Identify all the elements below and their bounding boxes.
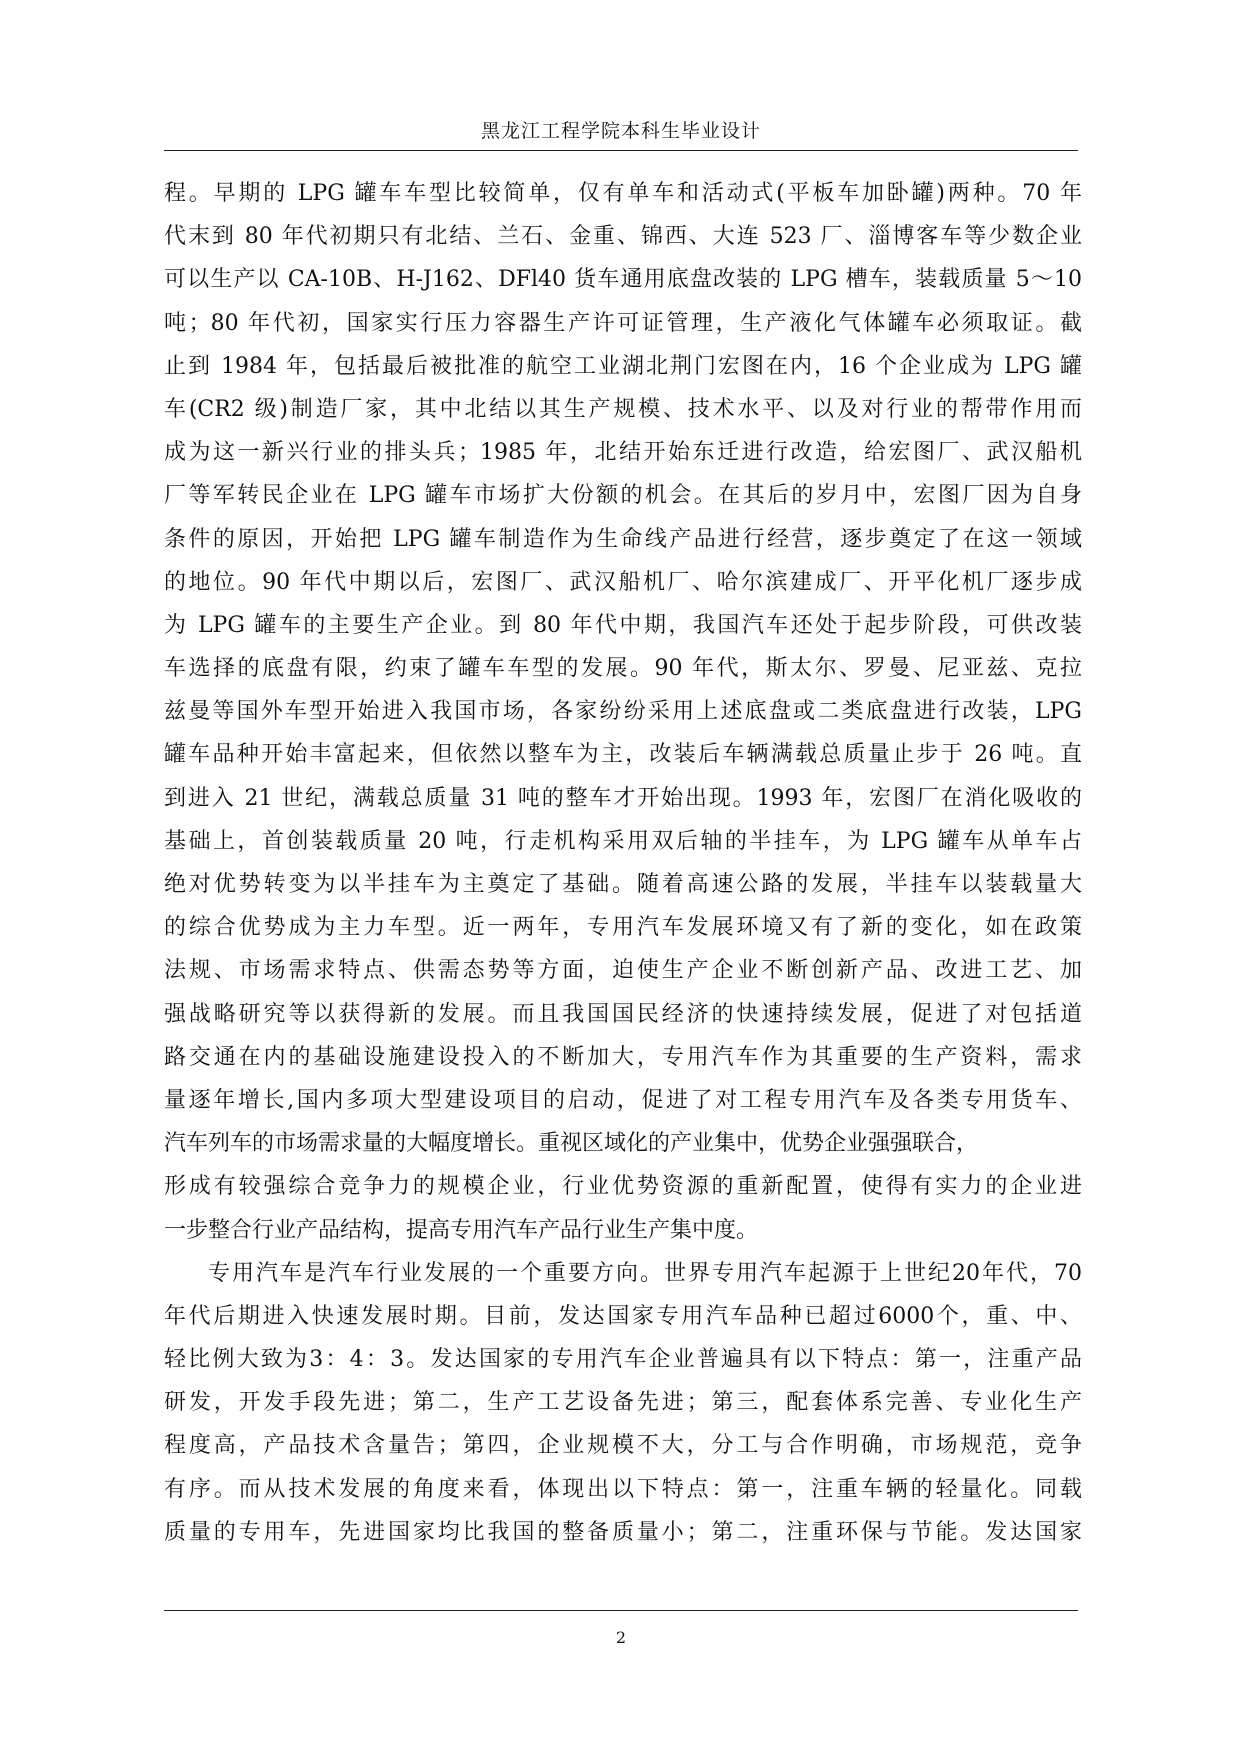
text-line: 可以生产以 CA-10B、H-J162、DFl40 货车通用底盘改装的 LPG 槽车，装载质量 5～10 — [164, 267, 1082, 293]
text-line: 罐车品种开始丰富起来，但依然以整车为主，改装后车辆满载总质量止步于 26 吨。直 — [164, 742, 1082, 768]
text-line: 专用汽车是汽车行业发展的一个重要方向。世界专用汽车起源于上世纪20年代，70 — [208, 1260, 1082, 1286]
text-line: 为 LPG 罐车的主要生产企业。到 80 年代中期，我国汽车还处于起步阶段，可供改装 — [164, 612, 1082, 638]
text-line: 研发，开发手段先进；第二，生产工艺设备先进；第三，配套体系完善、专业化生产 — [164, 1390, 1082, 1416]
text-line: 轻比例大致为3：4：3。发达国家的专用汽车企业普遍具有以下特点：第一，注重产品 — [164, 1347, 1082, 1373]
page-header-title: 黑龙江工程学院本科生毕业设计 — [480, 120, 761, 142]
text-line: 绝对优势转变为以半挂车为主奠定了基础。随着高速公路的发展，半挂车以装载量大 — [164, 872, 1082, 897]
text-line: 吨；80 年代初，国家实行压力容器生产许可证管理，生产液化气体罐车必须取证。截 — [164, 310, 1082, 336]
text-line: 强战略研究等以获得新的发展。而且我国国民经济的快速持续发展，促进了对包括道 — [164, 1001, 1082, 1027]
paragraph — [164, 172, 1082, 1252]
footer-rule — [164, 1610, 1078, 1611]
text-line: 基础上，首创装载质量 20 吨，行走机构采用双后轴的半挂车，为 LPG 罐车从单车占 — [164, 828, 1082, 854]
text-line: 路交通在内的基础设施建设投入的不断加大，专用汽车作为其重要的生产资料，需求 — [164, 1044, 1082, 1070]
text-line: 车选择的底盘有限，约束了罐车车型的发展。90 年代，斯太尔、罗曼、尼亚兹、克拉 — [164, 656, 1082, 682]
body-text — [164, 172, 1082, 1554]
text-line: 厂等军转民企业在 LPG 罐车市场扩大份额的机会。在其后的岁月中，宏图厂因为自身 — [164, 483, 1082, 509]
page-number: 2 — [615, 1628, 627, 1647]
text-line: 法规、市场需求特点、供需态势等方面，迫使生产企业不断创新产品、改进工艺、加 — [164, 958, 1082, 984]
text-line: 质量的专用车，先进国家均比我国的整备质量小；第二，注重环保与节能。发达国家 — [164, 1519, 1082, 1545]
text-line: 程。早期的 LPG 罐车车型比较简单，仅有单车和活动式(平板车加卧罐)两种。70 年 — [164, 181, 1082, 206]
text-line: 一步整合行业产品结构，提高专用汽车产品行业生产集中度。 — [164, 1217, 759, 1243]
text-line: 程度高，产品技术含量告；第四，企业规模不大，分工与合作明确，市场规范，竞争 — [164, 1433, 1082, 1459]
text-line: 兹曼等国外车型开始进入我国市场，各家纷纷采用上述底盘或二类底盘进行改装，LPG — [164, 699, 1082, 725]
text-line: 到进入 21 世纪，满载总质量 31 吨的整车才开始出现。1993 年，宏图厂在消化吸收的 — [164, 785, 1082, 811]
text-line: 成为这一新兴行业的排头兵；1985 年，北结开始东迁进行改造，给宏图厂、武汉船机 — [164, 440, 1082, 466]
paragraph — [164, 1252, 1082, 1554]
text-line: 年代后期进入快速发展时期。目前，发达国家专用汽车品种已超过6000个，重、中、 — [164, 1303, 1082, 1329]
text-line: 止到 1984 年，包括最后被批准的航空工业湖北荆门宏图在内，16 个企业成为 LPG 罐 — [164, 353, 1082, 379]
text-line: 量逐年增长,国内多项大型建设项目的启动，促进了对工程专用汽车及各类专用货车、 — [164, 1087, 1082, 1113]
text-line: 的综合优势成为主力车型。近一两年，专用汽车发展环境又有了新的变化，如在政策 — [164, 915, 1082, 941]
text-line: 的地位。90 年代中期以后，宏图厂、武汉船机厂、哈尔滨建成厂、开平化机厂逐步成 — [164, 569, 1082, 595]
text-line: 代末到 80 年代初期只有北结、兰石、金重、锦西、大连 523 厂、淄博客车等少数企业 — [164, 224, 1082, 250]
text-line: 汽车列车的市场需求量的大幅度增长。重视区域化的产业集中，优势企业强强联合， — [164, 1131, 979, 1157]
text-line: 条件的原因，开始把 LPG 罐车制造作为生命线产品进行经营，逐步奠定了在这一领域 — [164, 526, 1082, 552]
text-line: 车(CR2 级)制造厂家，其中北结以其生产规模、技术水平、以及对行业的帮带作用而 — [164, 396, 1082, 422]
text-line: 有序。而从技术发展的角度来看，体现出以下特点：第一，注重车辆的轻量化。同载 — [164, 1476, 1082, 1502]
header-rule — [164, 150, 1078, 151]
text-line: 形成有较强综合竞争力的规模企业，行业优势资源的重新配置，使得有实力的企业进 — [164, 1174, 1082, 1200]
